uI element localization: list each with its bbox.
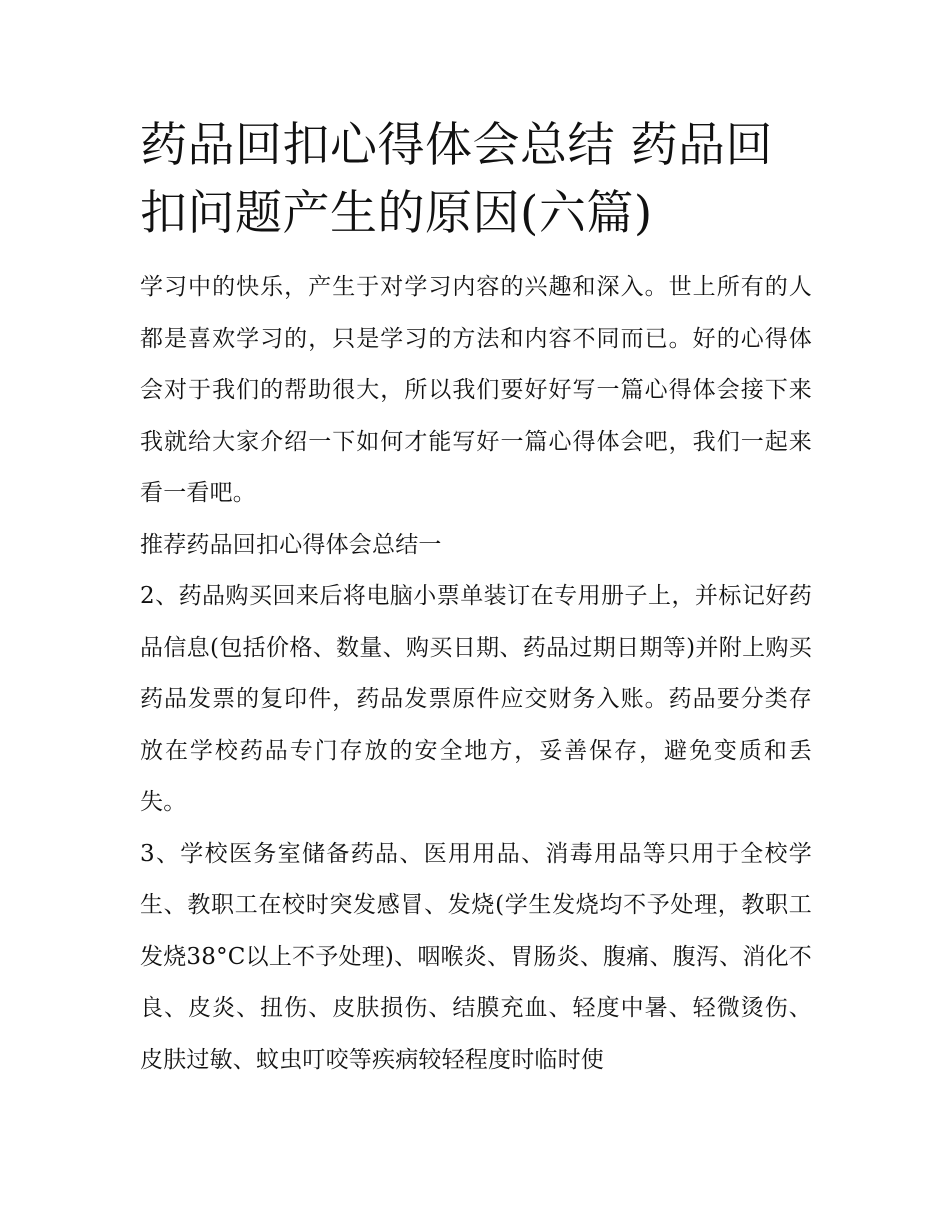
document-page xyxy=(140,112,812,1086)
document-body xyxy=(140,262,812,1086)
paragraph-item-2: 2、药品购买回来后将电脑小票单装订在专用册子上，并标记好药品信息(包括价格、数量、购买日期、药品过期日期等)并附上购买药品发票的复印件，药品发票原件应交财务入账。药品要分类存放在学校药品专门存放的安全地方，妥善保存，避免变质和丢失。 xyxy=(140,583,812,815)
paragraph-intro: 学习中的快乐，产生于对学习内容的兴趣和深入。世上所有的人都是喜欢学习的，只是学习的方法和内容不同而已。好的心得体会对于我们的帮助很大，所以我们要好好写一篇心得体会接下来我就给大家介绍一下如何才能写好一篇心得体会吧，我们一起来看一看吧。 xyxy=(140,274,812,506)
document-title: 药品回扣心得体会总结 药品回扣问题产生的原因(六篇) xyxy=(140,118,773,241)
paragraph-item-3: 3、学校医务室储备药品、医用用品、消毒用品等只用于全校学生、教职工在校时突发感冒、发烧(学生发烧均不予处理，教职工发烧38°C以上不予处理)、咽喉炎、胃肠炎、腹痛、腹泻、消化不良、皮炎、扭伤、皮肤损伤、结膜充血、轻度中暑、轻微烫伤、皮肤过敏、蚊虫叮咬等疾病较轻程度时临时使 xyxy=(140,840,812,1073)
paragraph-section-heading: 推荐药品回扣心得体会总结一 xyxy=(140,531,442,558)
